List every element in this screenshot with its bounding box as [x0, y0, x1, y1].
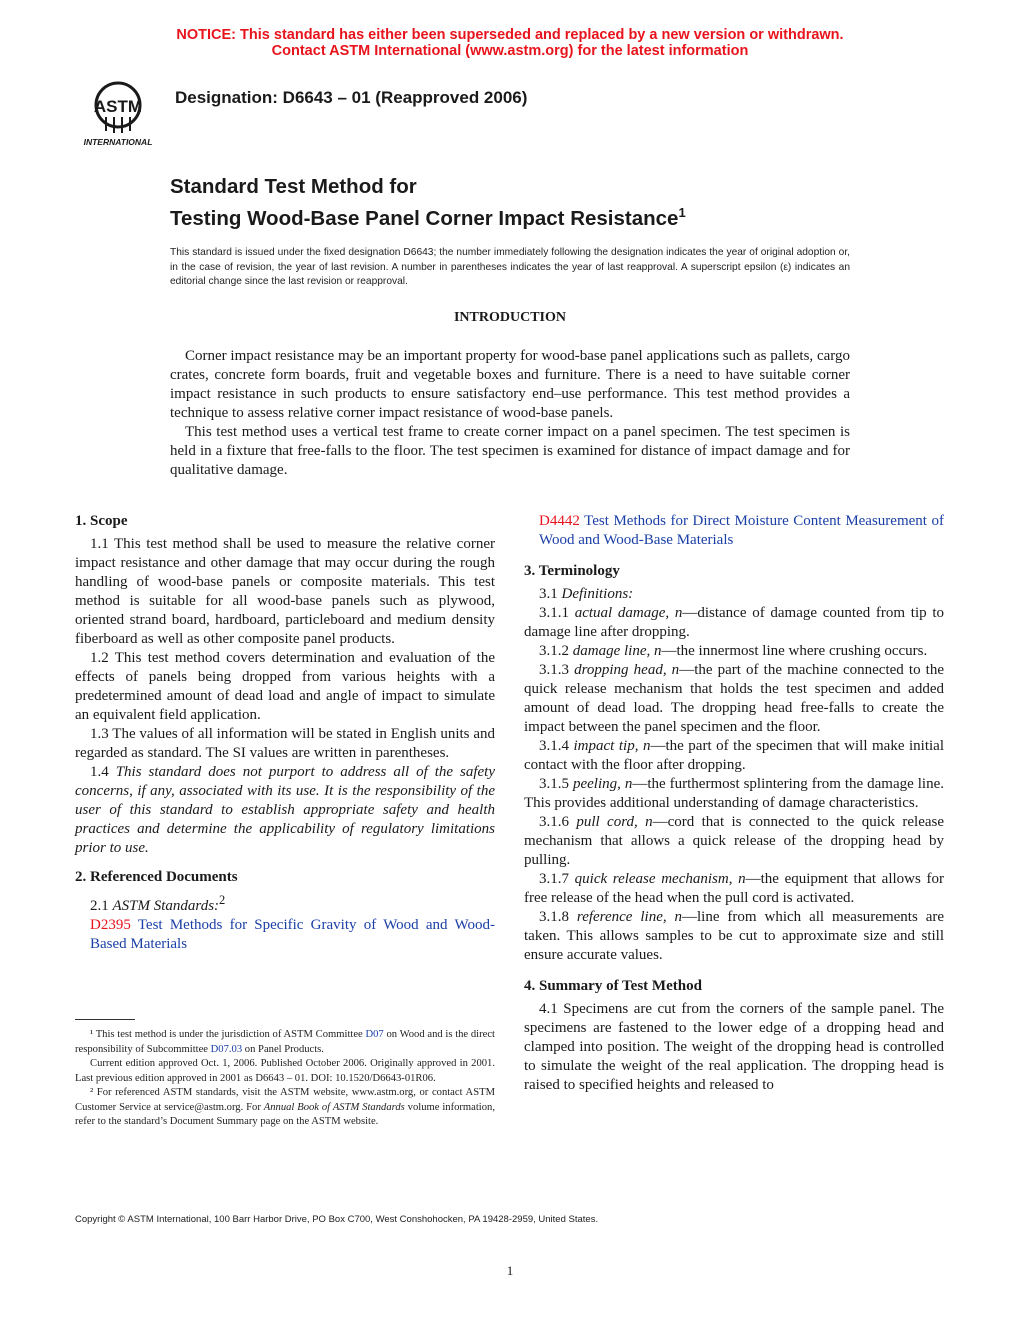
- d4442-link[interactable]: D4442: [539, 513, 580, 529]
- d4442-title-link[interactable]: Test Methods for Direct Moisture Content Measurement of Wood and Wood-Base Materials: [539, 513, 944, 548]
- definition-text: —line from which all measurements are taken. This allows samples to be cut to approximate size and still ensure accurate values.: [524, 909, 945, 963]
- left-column: [75, 512, 495, 954]
- reference-d2395[interactable]: [60, 916, 495, 954]
- footnote-2-mark: 2: [219, 893, 226, 907]
- section-1-2: 1.2 This test method covers determination and evaluation of the effects of panels being dropped from various heights with a predetermined amount of dead load and angle of impact to simulate an equivalent field application.: [75, 650, 495, 723]
- definition-term: peeling, n: [572, 776, 633, 792]
- d2395-title-link[interactable]: Test Methods for Specific Gravity of Wood and Wood-Based Materials: [90, 917, 495, 952]
- section-4-1: 4.1 Specimens are cut from the corners of the sample panel. The specimens are fastened to the lower edge of a dropping head and clamped into position. The weight of the dropping head is controlled to simulate the weight of the real application. The dropping head is raised to specified heights and released to: [524, 1001, 944, 1093]
- reference-d4442[interactable]: [509, 512, 944, 550]
- definition-term: pull cord, n: [576, 814, 653, 830]
- footnote-2-text-a: ² For referenced ASTM standards, visit the ASTM website, www.astm.org, or contact ASTM Customer Service at service@astm.org. For: [75, 1087, 495, 1113]
- footnote-1-text-a: ¹ This test method is under the jurisdiction of ASTM Committee: [90, 1029, 366, 1040]
- definition-text: —distance of damage counted from tip to damage line after dropping.: [524, 605, 944, 640]
- d07-link[interactable]: D07: [365, 1029, 384, 1040]
- definition-number: 3.1.8: [539, 909, 569, 925]
- title-line-2: [170, 200, 686, 232]
- definition-3-1-5: [524, 775, 944, 813]
- footnote-1: [75, 1028, 495, 1057]
- terminology-heading: 3. Terminology: [524, 563, 620, 579]
- referenced-documents-heading: 2. Referenced Documents: [75, 869, 238, 885]
- definition-term: reference line, n: [576, 909, 683, 925]
- definition-text: —the innermost line where crushing occurs.: [661, 643, 928, 659]
- section-3-1-text: Definitions:: [561, 586, 634, 602]
- notice-line-1: NOTICE: This standard has either been superseded and replaced by a new version or withdrawn.: [176, 27, 844, 43]
- definition-3-1-2: [524, 642, 944, 661]
- d07-03-link[interactable]: D07.03: [210, 1043, 243, 1055]
- definition-3-1-4: [524, 737, 944, 775]
- introduction: [170, 347, 850, 480]
- preamble: This standard is issued under the fixed designation D6643; the number immediately following the designation indicates the year of original adoption or, in the case of revision, the year of last revision. A number in parentheses indicates the year of last reapproval. A superscript epsilon (ε) indicates an editorial change since the last revision or reapproval.: [170, 247, 850, 287]
- section-3-1-number: 3.1: [539, 586, 558, 602]
- definition-number: 3.1.5: [539, 776, 569, 792]
- right-column: [524, 512, 944, 1095]
- definition-term: actual damage, n: [574, 605, 683, 621]
- section-1-4: [75, 763, 495, 858]
- d2395-link[interactable]: D2395: [90, 917, 131, 933]
- astm-logo: [76, 75, 160, 147]
- footnote-1-text-c: on Panel Products.: [242, 1043, 324, 1055]
- footnote-1-edition: Current edition approved Oct. 1, 2006. Published October 2006. Originally approved in 2001. Last previous edition approved in 2001 as D6643 – 01. DOI: 10.1520/D6643-01R06.: [75, 1058, 495, 1084]
- definition-term: damage line, n: [572, 643, 662, 659]
- document-title: [170, 174, 686, 232]
- definition-text: —cord that is connected to the quick release mechanism that allows a quick release of the dropping head by pulling.: [524, 814, 945, 868]
- section-1-3: 1.3 The values of all information will be stated in English units and regarded as standard. The SI values are written in parentheses.: [75, 726, 495, 761]
- definition-3-1-3: [524, 661, 944, 737]
- definition-number: 3.1.1: [539, 605, 569, 621]
- copyright: Copyright © ASTM International, 100 Barr Harbor Drive, PO Box C700, West Conshohocken, PA 19428-2959, United States.: [75, 1214, 599, 1225]
- page-number: 1: [506, 1263, 514, 1278]
- definition-text: —the furthermost splintering from the damage line. This provides additional understanding of damage characteristics.: [524, 776, 944, 811]
- introduction-paragraph-2: This test method uses a vertical test frame to create corner impact on a panel specimen. The test specimen is held in a fixture that free-falls to the floor. The test specimen is examined for distance of impact damage and for qualitative damage.: [170, 424, 850, 478]
- definition-text: —the part of the machine connected to the quick release mechanism that holds the test specimen and added amount of dead load. The dropping head free-falls to create the impact between the panel specimen and the floor.: [524, 662, 944, 735]
- footnote-2-italic: Annual Book of ASTM Standards: [263, 1101, 405, 1113]
- footnote-2: [75, 1086, 495, 1130]
- footnote-1-text-b: on Wood and is the direct responsibility of Subcommittee: [75, 1029, 495, 1055]
- logo-subtext: INTERNATIONAL: [83, 137, 153, 147]
- supersession-notice: [0, 27, 1020, 59]
- section-2-1: [75, 891, 495, 916]
- definition-3-1-1: [524, 604, 944, 642]
- scope-heading: 1. Scope: [75, 513, 128, 529]
- section-1-4-text: This standard does not purport to address all of the safety concerns, if any, associated with its use. It is the responsibility of the user of this standard to establish appropriate safety and health practices and determine the applicability of regulatory limitations prior to use.: [75, 764, 496, 856]
- definition-number: 3.1.4: [539, 738, 569, 754]
- definition-3-1-8: [524, 908, 944, 965]
- definition-text: —the part of the specimen that will make initial contact with the floor after dropping.: [524, 738, 944, 773]
- title-line-1: Standard Test Method for: [170, 175, 417, 198]
- logo-wordmark: ASTM: [93, 97, 143, 116]
- notice-line-2: Contact ASTM International (www.astm.org) for the latest information: [271, 43, 749, 59]
- footnotes: [75, 1028, 495, 1130]
- introduction-heading: INTRODUCTION: [453, 310, 566, 325]
- footnote-divider: [75, 1019, 135, 1020]
- section-3-1: [524, 585, 944, 604]
- definition-3-1-7: [524, 870, 944, 908]
- section-2-1-text: ASTM Standards:: [112, 898, 220, 914]
- introduction-paragraph-1: Corner impact resistance may be an important property for wood-base panel applications such as pallets, cargo crates, concrete form boards, fruit and vegetable boxes and furniture. There is a need to have suitable corner impact resistance in such products to ensure satisfactory end–use performance. This test method provides a technique to assess relative corner impact resistance of wood-base panels.: [170, 348, 850, 421]
- definition-term: dropping head, n: [574, 662, 680, 678]
- designation: Designation: D6643 – 01 (Reapproved 2006): [175, 88, 528, 107]
- definition-term: impact tip, n: [573, 738, 651, 754]
- section-2-1-number: 2.1: [90, 898, 109, 914]
- footnote-2-text-b: volume information, refer to the standard’s Document Summary page on the ASTM website.: [75, 1101, 495, 1127]
- definition-term: quick release mechanism, n: [574, 871, 746, 887]
- definition-text: —the equipment that allows for free release of the head when the pull cord is activated.: [524, 871, 944, 906]
- section-1-4-number: 1.4: [90, 764, 109, 780]
- title-footnote-mark: 1: [678, 205, 686, 220]
- summary-heading: 4. Summary of Test Method: [524, 978, 702, 994]
- definition-number: 3.1.6: [539, 814, 569, 830]
- definition-number: 3.1.3: [539, 662, 569, 678]
- section-1-1: 1.1 This test method shall be used to measure the relative corner impact resistance and other damage that may occur during the rough handling of wood-base panels or composite materials. This test method is suitable for all wood-base panels such as plywood, oriented strand board, hardboard, particleboard and medium density fiberboard as well as other composite panel products.: [75, 536, 495, 647]
- definition-number: 3.1.7: [539, 871, 569, 887]
- title-line-2-text: Testing Wood-Base Panel Corner Impact Resistance: [170, 207, 679, 230]
- definition-number: 3.1.2: [539, 643, 569, 659]
- definition-3-1-6: [524, 813, 944, 870]
